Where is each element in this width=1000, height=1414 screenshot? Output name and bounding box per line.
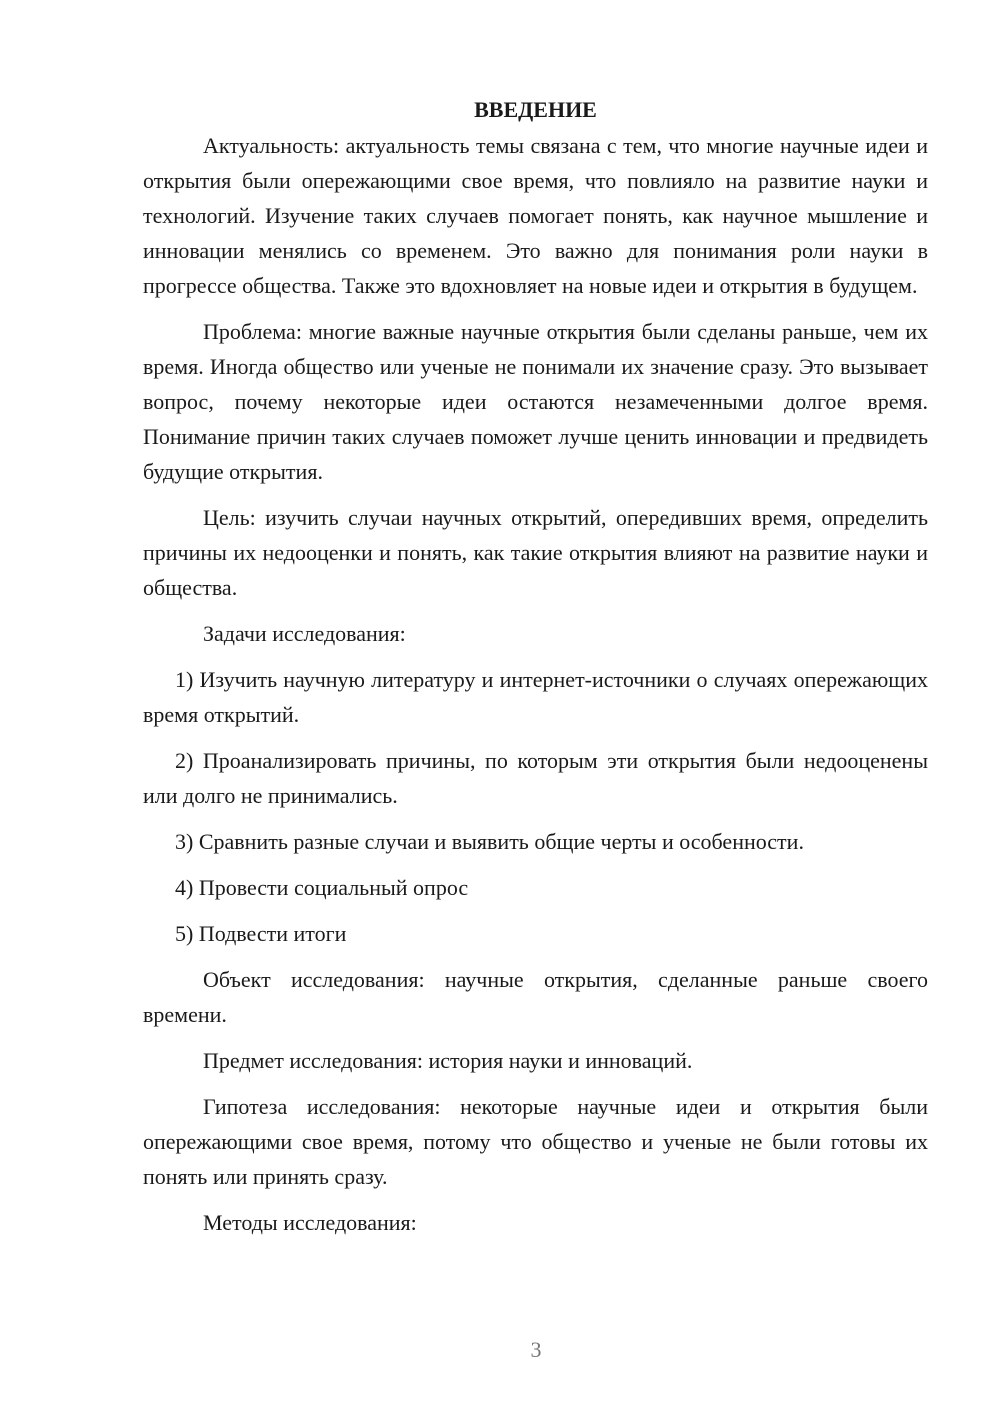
paragraph-subject: Предмет исследования: история науки и инноваций. [203, 1048, 693, 1073]
task-item-5: 5) Подвести итоги [175, 921, 347, 946]
paragraph-tasks-heading: Задачи исследования: [203, 621, 406, 646]
paragraph-hypothesis: Гипотеза исследования: некоторые научные идеи и открытия были опережающими свое время, потому что общество и ученые не были готовы их понять или принять сразу. [143, 1094, 928, 1189]
page-content [143, 92, 928, 1240]
task-item-2: 2) Проанализировать причины, по которым эти открытия были недооценены или долго не принимались. [143, 748, 928, 808]
section-title: ВВЕДЕНИЕ [474, 97, 597, 122]
paragraph-methods-heading: Методы исследования: [203, 1210, 417, 1235]
paragraph-problem: Проблема: многие важные научные открытия были сделаны раньше, чем их время. Иногда общество или ученые не понимали их значение сразу. Это вызывает вопрос, почему некоторые идеи остаются незамеченными долгое время. Понимание причин таких случаев поможет лучше ценить инновации и предвидеть будущие открытия. [143, 319, 928, 484]
task-item-3: 3) Сравнить разные случаи и выявить общие черты и особенности. [175, 829, 804, 854]
task-item-1: 1) Изучить научную литературу и интернет-источники о случаях опережающих время открытий. [143, 667, 928, 727]
paragraph-relevance: Актуальность: актуальность темы связана с тем, что многие научные идеи и открытия были опережающими свое время, что повлияло на развитие науки и технологий. Изучение таких случаев помогает понять, как научное мышление и инновации менялись со временем. Это важно для понимания роли науки в прогрессе общества. Также это вдохновляет на новые идеи и открытия в будущем. [143, 133, 928, 298]
paragraph-goal: Цель: изучить случаи научных открытий, опередивших время, определить причины их недооценки и понять, как такие открытия влияют на развитие науки и общества. [143, 505, 928, 600]
paragraph-object: Объект исследования: научные открытия, сделанные раньше своего времени. [143, 967, 928, 1027]
task-item-4: 4) Провести социальный опрос [175, 875, 469, 900]
page-number: 3 [530, 1337, 542, 1362]
